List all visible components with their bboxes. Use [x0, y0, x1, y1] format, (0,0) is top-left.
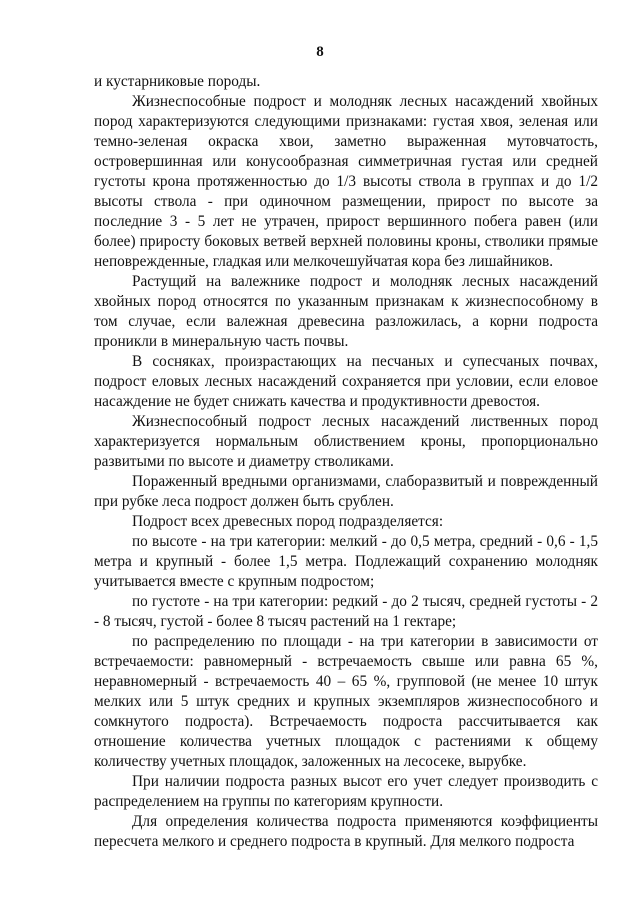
paragraph: Подрост всех древесных пород подразделяется:	[132, 513, 444, 530]
paragraph: по высоте - на три категории: мелкий - до 0,5 метра, средний - 0,6 - 1,5 метра и крупный - более 1,5 метра. Подлежащий сохранению молодняк учитывается вместе с крупным подростом;	[94, 533, 598, 590]
paragraph: При наличии подроста разных высот его учет следует производить с распределением на группы по категориям крупности.	[94, 773, 598, 810]
paragraph: по густоте - на три категории: редкий - до 2 тысяч, средней густоты - 2 - 8 тысяч, густой - более 8 тысяч растений на 1 гектаре;	[94, 593, 598, 630]
paragraph: и кустарниковые породы.	[94, 73, 261, 90]
paragraph: В сосняках, произрастающих на песчаных и супесчаных почвах, подрост еловых лесных насаждений сохраняется при условии, если еловое насаждение не будет снижать качества и продуктивности древостоя.	[94, 353, 598, 410]
paragraph: по распределению по площади - на три категории в зависимости от встречаемости: равномерный - встречаемость свыше или равна 65 %, неравномерный - встречаемость 40 – 65 %, групповой (не менее 10 штук мелких или 5 штук средних и крупных экземпляров жизнеспособного и сомкнутого подроста). Встречаемость подроста рассчитывается как отношение количества учетных площадок с растениями к общему количеству учетных площадок, заложенных на лесосеке, вырубке.	[94, 633, 598, 770]
paragraph: Для определения количества подроста применяются коэффициенты пересчета мелкого и среднего подроста в крупный. Для мелкого подроста	[94, 813, 598, 850]
document-body	[94, 72, 598, 852]
paragraph: Растущий на валежнике подрост и молодняк лесных насаждений хвойных пород относятся по указанным признакам к жизнеспособному в том случае, если валежная древесина разложилась, а корни подроста проникли в минеральную часть почвы.	[94, 273, 598, 350]
paragraph: Пораженный вредными организмами, слаборазвитый и поврежденный при рубке леса подрост должен быть срублен.	[94, 473, 598, 510]
paragraph: Жизнеспособные подрост и молодняк лесных насаждений хвойных пород характеризуются следующими признаками: густая хвоя, зеленая или темно-зеленая окраска хвои, заметно выраженная мутовчатость, островершинная или конусообразная симметричная густая или средней густоты крона протяженностью до 1/3 высоты ствола в группах и до 1/2 высоты ствола - при одиночном размещении, прирост по высоте за последние 3 - 5 лет не утрачен, прирост вершинного побега равен (или более) приросту боковых ветвей верхней половины кроны, стволики прямые неповрежденные, гладкая или мелкочешуйчатая кора без лишайников.	[94, 93, 598, 270]
paragraph: Жизнеспособный подрост лесных насаждений лиственных пород характеризуется нормальным облиствением кроны, пропорционально развитыми по высоте и диаметру стволиками.	[94, 413, 598, 470]
page-number: 8	[316, 44, 324, 60]
